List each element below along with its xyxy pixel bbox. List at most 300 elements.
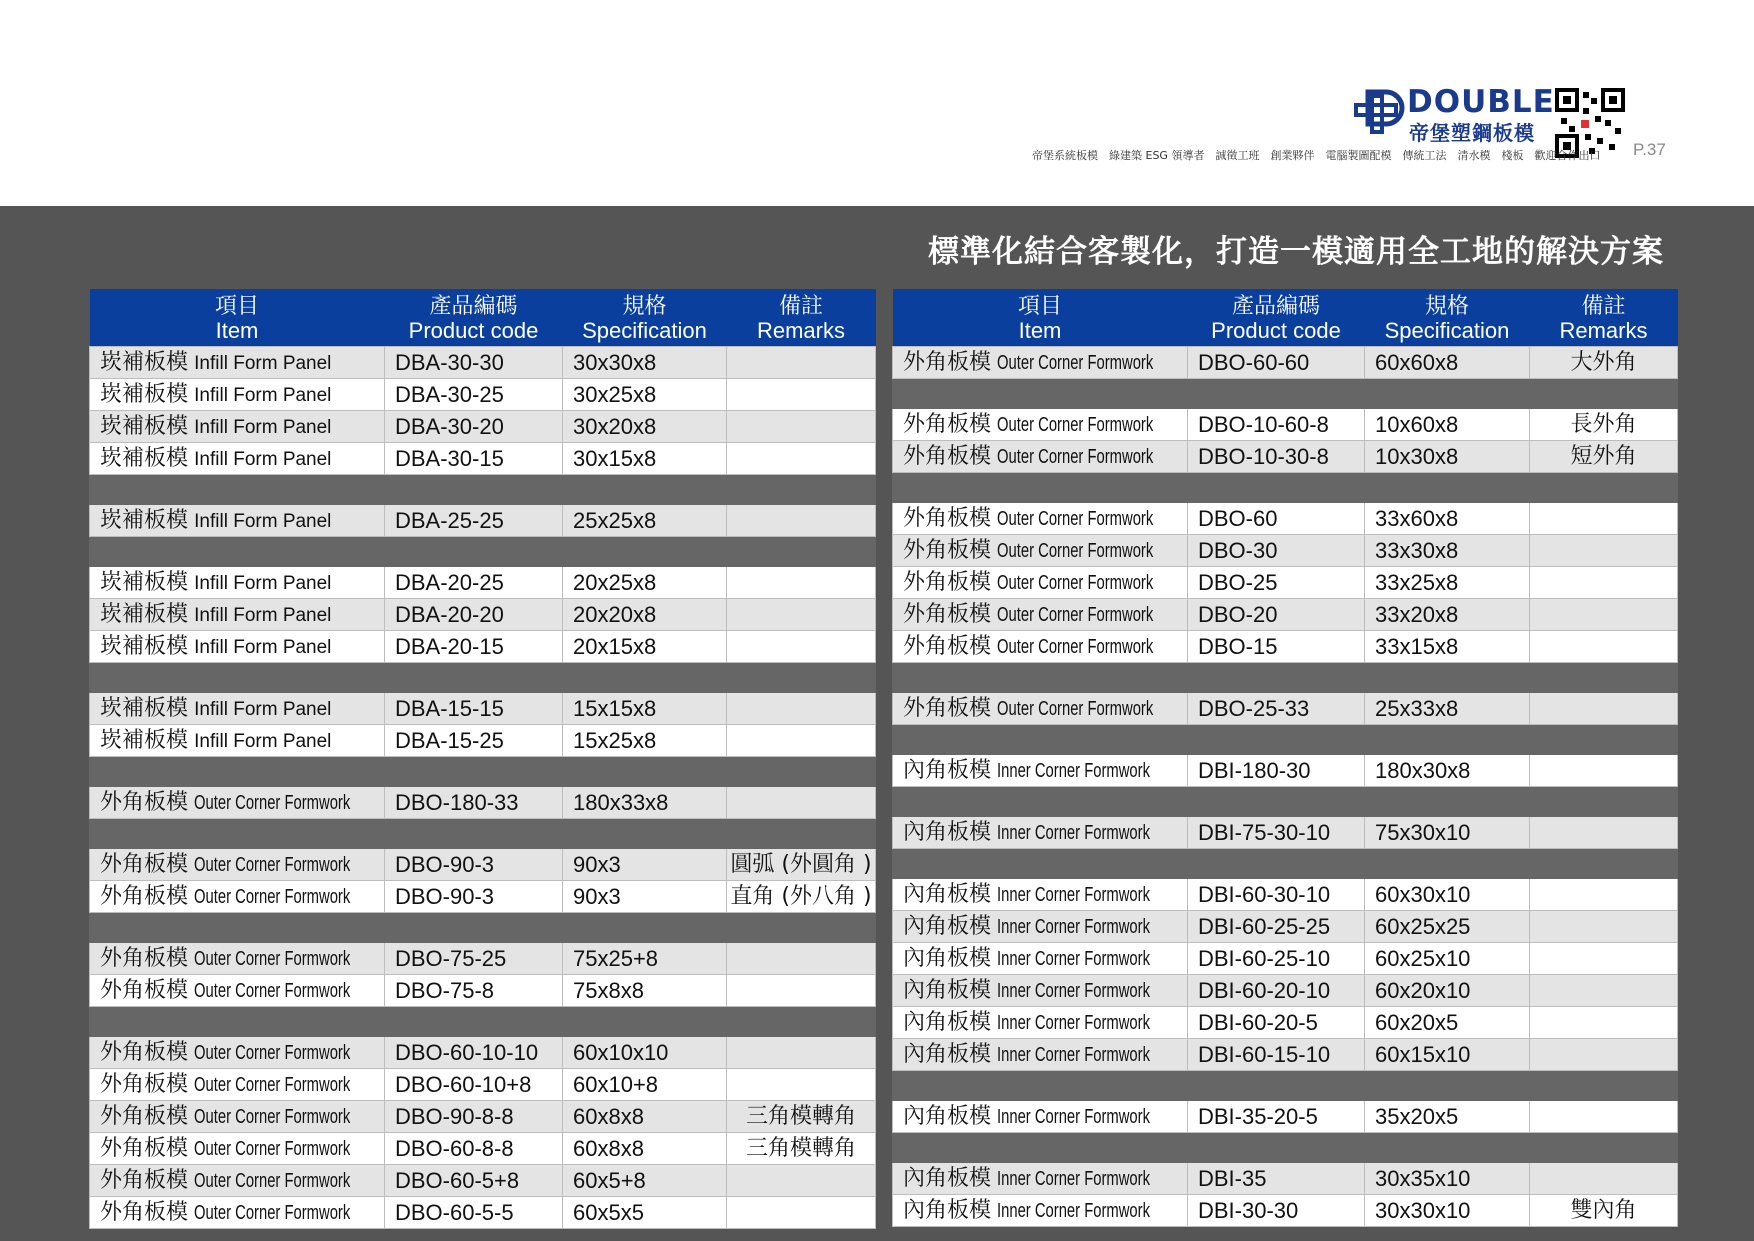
table-row xyxy=(893,503,1678,535)
item-name-cn: 外角板模 xyxy=(100,1072,189,1097)
item-name-cn: 外角板模 xyxy=(903,570,992,595)
specification-cell: 25x25x8 xyxy=(563,505,727,537)
specification-cell: 60x30x10 xyxy=(1365,879,1530,911)
table-row xyxy=(893,409,1678,441)
remarks-cell xyxy=(727,1165,876,1197)
item-cell xyxy=(893,1195,1188,1227)
item-name-en: Inner Corner Formwork xyxy=(997,980,1151,1002)
item-cell xyxy=(893,1039,1188,1071)
specification-cell: 180x33x8 xyxy=(563,787,727,819)
specification-cell: 30x25x8 xyxy=(563,379,727,411)
item-name-en: Outer Corner Formwork xyxy=(194,886,351,908)
specification-cell: 75x25+8 xyxy=(563,943,727,975)
remarks-cell: 直角 (外八角 ) xyxy=(727,881,876,913)
item-name-en: Inner Corner Formwork xyxy=(997,1106,1151,1128)
remarks-cell xyxy=(1530,755,1678,787)
product-code-cell: DBO-25 xyxy=(1188,567,1365,599)
remarks-cell xyxy=(727,975,876,1007)
item-name-cn: 崁補板模 xyxy=(100,508,189,533)
product-code-cell: DBO-25-33 xyxy=(1188,693,1365,725)
specification-cell: 90x3 xyxy=(563,881,727,913)
product-code-cell: DBA-15-25 xyxy=(385,725,563,757)
item-name-en: Outer Corner Formwork xyxy=(997,352,1154,374)
item-cell xyxy=(90,693,385,725)
spacer-cell xyxy=(1530,473,1678,503)
item-name-cn: 外角板模 xyxy=(903,602,992,627)
spacer-row xyxy=(90,757,876,787)
spacer-cell xyxy=(1365,787,1530,817)
spacer-row xyxy=(90,537,876,567)
spacer-cell xyxy=(893,379,1188,409)
spacer-cell xyxy=(1188,1071,1365,1101)
item-cell xyxy=(893,693,1188,725)
item-cell xyxy=(893,631,1188,663)
remarks-cell xyxy=(1530,1101,1678,1133)
table-row xyxy=(893,1163,1678,1195)
spacer-cell xyxy=(385,757,563,787)
item-name-cn: 外角板模 xyxy=(100,790,189,815)
item-name-cn: 內角板模 xyxy=(903,758,992,783)
spacer-cell xyxy=(1365,379,1530,409)
table-row xyxy=(90,1069,876,1101)
item-name-en: Infill Form Panel xyxy=(194,449,332,470)
spacer-row xyxy=(90,1007,876,1037)
table-row xyxy=(90,943,876,975)
product-code-cell: DBI-35-20-5 xyxy=(1188,1101,1365,1133)
item-name-en: Outer Corner Formwork xyxy=(997,636,1154,658)
spacer-cell xyxy=(90,1007,385,1037)
item-name-en: Outer Corner Formwork xyxy=(194,1106,351,1128)
item-name-en: Outer Corner Formwork xyxy=(997,572,1154,594)
spacer-row xyxy=(893,379,1678,409)
item-cell xyxy=(893,755,1188,787)
item-name-en: Outer Corner Formwork xyxy=(997,414,1154,436)
item-name-cn: 內角板模 xyxy=(903,946,992,971)
item-name-en: Outer Corner Formwork xyxy=(194,1074,351,1096)
specification-cell: 10x60x8 xyxy=(1365,409,1530,441)
product-code-cell: DBO-90-8-8 xyxy=(385,1101,563,1133)
specification-cell: 75x30x10 xyxy=(1365,817,1530,849)
product-code-cell: DBO-90-3 xyxy=(385,881,563,913)
item-cell xyxy=(90,1165,385,1197)
item-name-cn: 內角板模 xyxy=(903,1198,992,1223)
item-cell xyxy=(90,1101,385,1133)
spacer-cell xyxy=(385,913,563,943)
product-code-cell: DBA-30-20 xyxy=(385,411,563,443)
specification-cell: 33x60x8 xyxy=(1365,503,1530,535)
column-header-specification: 規格 Specification xyxy=(1365,289,1530,347)
table-row xyxy=(90,1133,876,1165)
table-row xyxy=(893,567,1678,599)
specification-cell: 75x8x8 xyxy=(563,975,727,1007)
table-row xyxy=(893,975,1678,1007)
remarks-cell xyxy=(1530,879,1678,911)
specification-cell: 33x30x8 xyxy=(1365,535,1530,567)
item-name-en: Infill Form Panel xyxy=(194,731,332,752)
product-code-cell: DBI-30-30 xyxy=(1188,1195,1365,1227)
specification-cell: 35x20x5 xyxy=(1365,1101,1530,1133)
item-name-en: Outer Corner Formwork xyxy=(997,698,1154,720)
item-name-en: Inner Corner Formwork xyxy=(997,948,1151,970)
item-name-cn: 崁補板模 xyxy=(100,602,189,627)
item-cell xyxy=(90,599,385,631)
remarks-cell xyxy=(727,787,876,819)
table-row xyxy=(90,1165,876,1197)
product-code-cell: DBI-60-20-10 xyxy=(1188,975,1365,1007)
specification-cell: 60x60x8 xyxy=(1365,347,1530,379)
spacer-cell xyxy=(90,757,385,787)
specification-cell: 20x15x8 xyxy=(563,631,727,663)
product-code-cell: DBO-15 xyxy=(1188,631,1365,663)
spacer-cell xyxy=(893,473,1188,503)
item-name-cn: 崁補板模 xyxy=(100,728,189,753)
spacer-cell xyxy=(1530,725,1678,755)
specification-cell: 90x3 xyxy=(563,849,727,881)
remarks-cell: 長外角 xyxy=(1530,409,1678,441)
product-code-cell: DBI-60-15-10 xyxy=(1188,1039,1365,1071)
remarks-cell xyxy=(1530,503,1678,535)
item-name-cn: 外角板模 xyxy=(903,634,992,659)
remarks-cell xyxy=(727,379,876,411)
page-header xyxy=(0,0,1754,206)
spacer-cell xyxy=(893,849,1188,879)
table-row xyxy=(90,1037,876,1069)
item-cell xyxy=(90,411,385,443)
spacer-cell xyxy=(563,819,727,849)
item-name-en: Infill Form Panel xyxy=(194,417,332,438)
specification-cell: 60x10x10 xyxy=(563,1037,727,1069)
product-code-cell: DBO-30 xyxy=(1188,535,1365,567)
item-name-cn: 內角板模 xyxy=(903,978,992,1003)
column-header-remarks: 備註 Remarks xyxy=(727,289,876,347)
item-name-en: Inner Corner Formwork xyxy=(997,1044,1151,1066)
remarks-cell xyxy=(1530,693,1678,725)
remarks-cell xyxy=(727,505,876,537)
table-header-row xyxy=(893,289,1678,347)
remarks-cell: 雙內角 xyxy=(1530,1195,1678,1227)
remarks-cell xyxy=(727,599,876,631)
spacer-cell xyxy=(1530,379,1678,409)
item-cell xyxy=(90,347,385,379)
item-name-en: Inner Corner Formwork xyxy=(997,916,1151,938)
spacer-row xyxy=(90,913,876,943)
product-table-right xyxy=(892,289,1678,1227)
spacer-cell xyxy=(563,537,727,567)
spacer-cell xyxy=(1188,663,1365,693)
specification-cell: 15x15x8 xyxy=(563,693,727,725)
item-cell xyxy=(893,911,1188,943)
item-name-en: Inner Corner Formwork xyxy=(997,760,1151,782)
item-name-en: Infill Form Panel xyxy=(194,637,332,658)
item-cell xyxy=(90,725,385,757)
item-name-en: Outer Corner Formwork xyxy=(194,792,351,814)
table-row xyxy=(893,535,1678,567)
item-cell xyxy=(893,409,1188,441)
spacer-cell xyxy=(1530,1071,1678,1101)
table-row xyxy=(893,1007,1678,1039)
product-code-cell: DBI-75-30-10 xyxy=(1188,817,1365,849)
item-name-en: Infill Form Panel xyxy=(194,353,332,374)
product-code-cell: DBO-60 xyxy=(1188,503,1365,535)
product-code-cell: DBA-30-15 xyxy=(385,443,563,475)
product-code-cell: DBO-60-8-8 xyxy=(385,1133,563,1165)
product-code-cell: DBA-15-15 xyxy=(385,693,563,725)
item-name-en: Inner Corner Formwork xyxy=(997,1200,1151,1222)
item-name-cn: 外角板模 xyxy=(100,1136,189,1161)
remarks-cell xyxy=(1530,631,1678,663)
item-name-en: Infill Form Panel xyxy=(194,699,332,720)
spacer-cell xyxy=(90,537,385,567)
item-name-en: Inner Corner Formwork xyxy=(997,884,1151,906)
item-cell xyxy=(90,849,385,881)
table-row xyxy=(90,379,876,411)
item-cell xyxy=(893,599,1188,631)
remarks-cell xyxy=(727,693,876,725)
item-name-cn: 外角板模 xyxy=(903,506,992,531)
item-cell xyxy=(90,1037,385,1069)
item-name-cn: 外角板模 xyxy=(100,946,189,971)
item-cell xyxy=(893,535,1188,567)
spacer-cell xyxy=(893,663,1188,693)
table-row xyxy=(90,347,876,379)
table-row xyxy=(90,1101,876,1133)
item-cell xyxy=(893,817,1188,849)
product-code-cell: DBA-30-25 xyxy=(385,379,563,411)
table-row xyxy=(893,879,1678,911)
product-code-cell: DBO-60-10+8 xyxy=(385,1069,563,1101)
specification-cell: 30x35x10 xyxy=(1365,1163,1530,1195)
item-cell xyxy=(90,975,385,1007)
spacer-cell xyxy=(893,1071,1188,1101)
spacer-cell xyxy=(1188,725,1365,755)
spacer-row xyxy=(90,819,876,849)
spacer-cell xyxy=(727,819,876,849)
item-name-cn: 外角板模 xyxy=(100,1040,189,1065)
spacer-row xyxy=(90,475,876,505)
remarks-cell xyxy=(727,567,876,599)
spacer-cell xyxy=(893,1133,1188,1163)
item-name-cn: 外角板模 xyxy=(100,1200,189,1225)
item-cell xyxy=(893,503,1188,535)
spacer-cell xyxy=(563,757,727,787)
product-code-cell: DBI-60-25-25 xyxy=(1188,911,1365,943)
specification-cell: 60x8x8 xyxy=(563,1133,727,1165)
product-code-cell: DBO-60-10-10 xyxy=(385,1037,563,1069)
item-cell xyxy=(90,505,385,537)
spacer-cell xyxy=(1365,849,1530,879)
table-row xyxy=(90,443,876,475)
remarks-cell: 三角模轉角 xyxy=(727,1101,876,1133)
specification-cell: 180x30x8 xyxy=(1365,755,1530,787)
spacer-cell xyxy=(727,1007,876,1037)
page-number: P.37 xyxy=(1633,140,1666,159)
spacer-cell xyxy=(1188,787,1365,817)
slogan: 標準化結合客製化，打造一模適用全工地的解決方案 xyxy=(928,234,1664,270)
specification-cell: 60x10+8 xyxy=(563,1069,727,1101)
spacer-row xyxy=(893,1071,1678,1101)
product-code-cell: DBA-25-25 xyxy=(385,505,563,537)
item-cell xyxy=(893,1101,1188,1133)
spacer-cell xyxy=(385,1007,563,1037)
product-code-cell: DBO-10-30-8 xyxy=(1188,441,1365,473)
item-name-en: Inner Corner Formwork xyxy=(997,1168,1151,1190)
spacer-cell xyxy=(563,1007,727,1037)
item-name-cn: 崁補板模 xyxy=(100,446,189,471)
spacer-cell xyxy=(1188,1133,1365,1163)
spacer-row xyxy=(893,787,1678,817)
spacer-cell xyxy=(90,663,385,693)
specification-cell: 15x25x8 xyxy=(563,725,727,757)
remarks-cell xyxy=(1530,817,1678,849)
table-row xyxy=(893,755,1678,787)
spacer-row xyxy=(893,1133,1678,1163)
spacer-cell xyxy=(1365,725,1530,755)
table-row xyxy=(893,817,1678,849)
spacer-cell xyxy=(563,663,727,693)
item-cell xyxy=(893,943,1188,975)
table-row xyxy=(893,441,1678,473)
table-row xyxy=(90,693,876,725)
item-cell xyxy=(90,1069,385,1101)
spacer-cell xyxy=(727,757,876,787)
table-row xyxy=(90,849,876,881)
remarks-cell xyxy=(1530,535,1678,567)
spacer-cell xyxy=(1530,663,1678,693)
item-name-en: Outer Corner Formwork xyxy=(997,540,1154,562)
product-code-cell: DBI-60-25-10 xyxy=(1188,943,1365,975)
item-cell xyxy=(893,879,1188,911)
product-code-cell: DBO-10-60-8 xyxy=(1188,409,1365,441)
item-name-cn: 外角板模 xyxy=(903,412,992,437)
spacer-row xyxy=(893,849,1678,879)
product-code-cell: DBI-60-30-10 xyxy=(1188,879,1365,911)
spacer-row xyxy=(90,663,876,693)
product-code-cell: DBI-60-20-5 xyxy=(1188,1007,1365,1039)
item-cell xyxy=(90,379,385,411)
item-name-cn: 崁補板模 xyxy=(100,414,189,439)
product-code-cell: DBO-90-3 xyxy=(385,849,563,881)
item-name-cn: 外角板模 xyxy=(100,1104,189,1129)
spacer-cell xyxy=(90,475,385,505)
item-cell xyxy=(90,567,385,599)
tagline: 帝堡系統板模 綠建築 ESG 領導者 誠徵工班 創業夥伴 電腦製圖配模 傳統工法 清水模 棧板 歡迎合作出口 xyxy=(1032,149,1601,162)
table-row xyxy=(893,693,1678,725)
column-header-item: 項目 Item xyxy=(90,289,385,347)
table-row xyxy=(893,1039,1678,1071)
item-cell xyxy=(90,881,385,913)
spacer-cell xyxy=(563,475,727,505)
item-cell xyxy=(893,347,1188,379)
specification-cell: 60x5x5 xyxy=(563,1197,727,1229)
item-cell xyxy=(90,1133,385,1165)
column-header-product-code: 產品編碼 Product code xyxy=(385,289,563,347)
spacer-cell xyxy=(1530,849,1678,879)
item-name-cn: 內角板模 xyxy=(903,1104,992,1129)
specification-cell: 33x15x8 xyxy=(1365,631,1530,663)
item-name-cn: 崁補板模 xyxy=(100,570,189,595)
product-code-cell: DBO-20 xyxy=(1188,599,1365,631)
table-row xyxy=(893,599,1678,631)
product-code-cell: DBO-60-5-5 xyxy=(385,1197,563,1229)
specification-cell: 30x30x10 xyxy=(1365,1195,1530,1227)
item-name-cn: 外角板模 xyxy=(100,1168,189,1193)
table-row xyxy=(90,411,876,443)
remarks-cell xyxy=(727,1069,876,1101)
spacer-cell xyxy=(727,537,876,567)
spacer-cell xyxy=(893,787,1188,817)
specification-cell: 60x25x25 xyxy=(1365,911,1530,943)
table-row xyxy=(893,943,1678,975)
remarks-cell: 圓弧 (外圓角 ) xyxy=(727,849,876,881)
product-code-cell: DBO-180-33 xyxy=(385,787,563,819)
remarks-cell xyxy=(1530,943,1678,975)
product-code-cell: DBA-20-25 xyxy=(385,567,563,599)
product-code-cell: DBI-180-30 xyxy=(1188,755,1365,787)
remarks-cell xyxy=(1530,599,1678,631)
product-table-left xyxy=(89,289,876,1229)
spacer-row xyxy=(893,473,1678,503)
table-row xyxy=(90,1197,876,1229)
specification-cell: 25x33x8 xyxy=(1365,693,1530,725)
item-name-cn: 內角板模 xyxy=(903,914,992,939)
item-cell xyxy=(893,441,1188,473)
table-row xyxy=(90,567,876,599)
spacer-row xyxy=(893,663,1678,693)
spacer-cell xyxy=(385,663,563,693)
item-cell xyxy=(90,1197,385,1229)
specification-cell: 60x25x10 xyxy=(1365,943,1530,975)
remarks-cell: 大外角 xyxy=(1530,347,1678,379)
product-code-cell: DBO-60-60 xyxy=(1188,347,1365,379)
item-cell xyxy=(90,787,385,819)
product-code-cell: DBO-60-5+8 xyxy=(385,1165,563,1197)
item-name-en: Outer Corner Formwork xyxy=(194,1202,351,1224)
table-row xyxy=(90,725,876,757)
item-name-en: Inner Corner Formwork xyxy=(997,1012,1151,1034)
column-header-item: 項目 Item xyxy=(893,289,1188,347)
remarks-cell xyxy=(727,1037,876,1069)
table-row xyxy=(893,347,1678,379)
item-name-en: Infill Form Panel xyxy=(194,385,332,406)
remarks-cell xyxy=(1530,567,1678,599)
product-code-cell: DBO-75-25 xyxy=(385,943,563,975)
spacer-cell xyxy=(385,475,563,505)
item-name-cn: 外角板模 xyxy=(903,444,992,469)
spacer-cell xyxy=(1365,473,1530,503)
remarks-cell: 短外角 xyxy=(1530,441,1678,473)
table-row xyxy=(90,631,876,663)
item-name-cn: 外角板模 xyxy=(903,538,992,563)
remarks-cell xyxy=(1530,1007,1678,1039)
table-row xyxy=(90,787,876,819)
item-cell xyxy=(90,943,385,975)
item-name-en: Outer Corner Formwork xyxy=(194,854,351,876)
item-name-cn: 外角板模 xyxy=(100,884,189,909)
remarks-cell xyxy=(727,943,876,975)
item-name-en: Outer Corner Formwork xyxy=(194,948,351,970)
item-cell xyxy=(893,1007,1188,1039)
item-name-cn: 崁補板模 xyxy=(100,382,189,407)
specification-cell: 33x25x8 xyxy=(1365,567,1530,599)
spacer-cell xyxy=(563,913,727,943)
brand-name: DOUBLE xyxy=(1407,84,1555,120)
spacer-cell xyxy=(727,663,876,693)
column-header-specification: 規格 Specification xyxy=(563,289,727,347)
table-row xyxy=(893,1195,1678,1227)
column-header-product-code: 產品編碼 Product code xyxy=(1188,289,1365,347)
specification-cell: 20x25x8 xyxy=(563,567,727,599)
table-row xyxy=(893,631,1678,663)
